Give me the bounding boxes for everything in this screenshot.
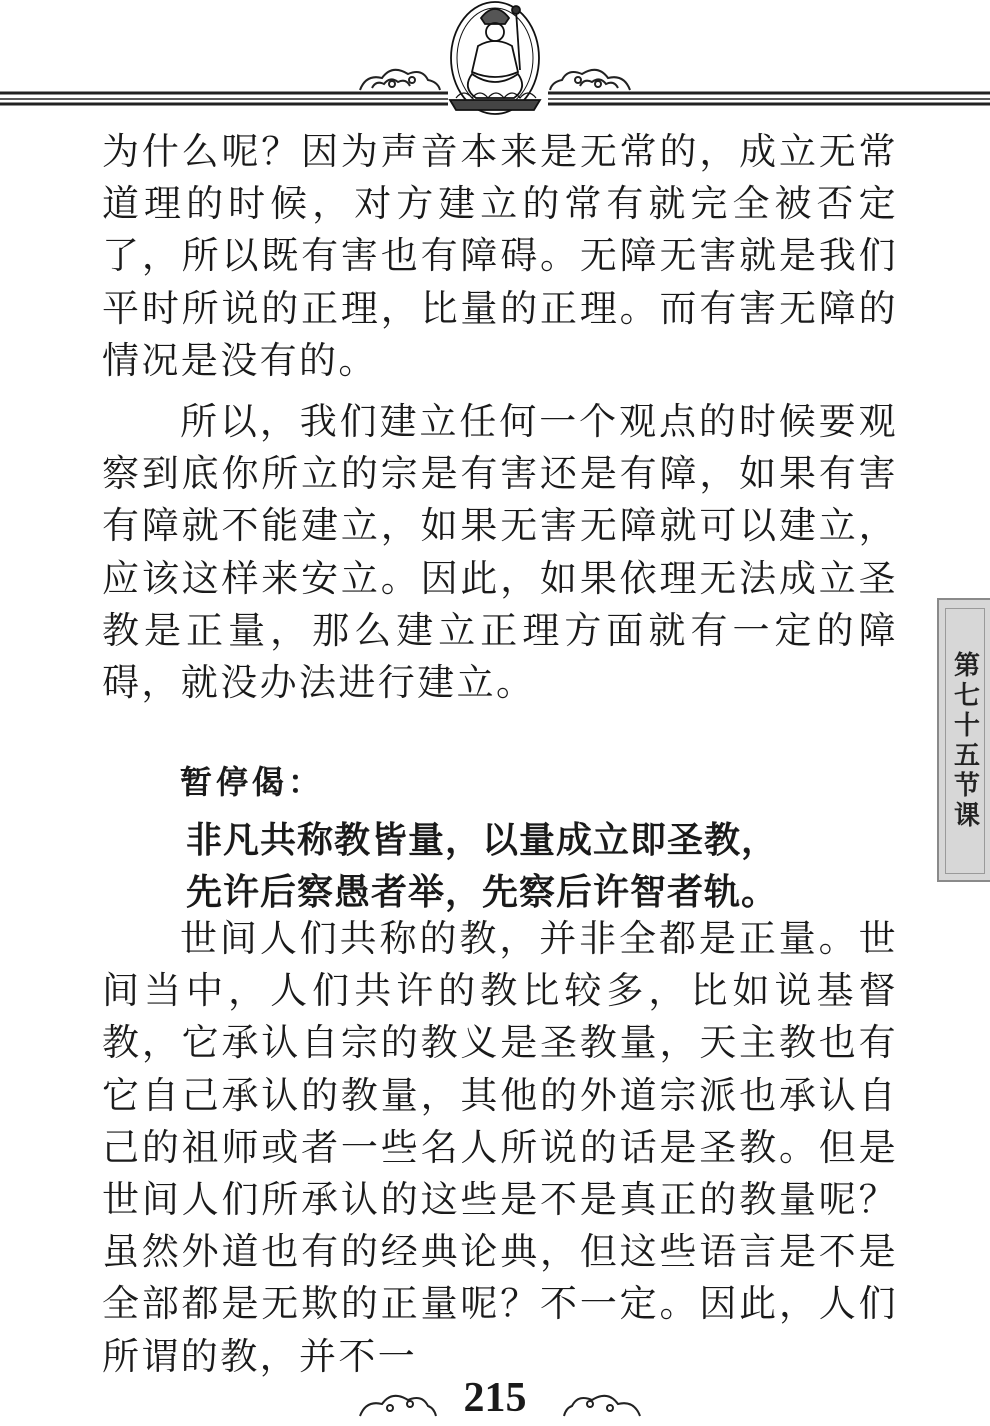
chapter-label: 第七十五节课 [949, 651, 980, 831]
bottom-text-block [102, 913, 898, 1383]
verse-line: 先许后察愚者举，先察后许智者轨。 [186, 872, 779, 913]
chapter-side-tab [937, 598, 990, 882]
right-cloud-scroll-icon [550, 70, 630, 90]
header-ornament [0, 0, 990, 118]
top-text-block [102, 126, 898, 709]
paragraph: 为什么呢？因为声音本来是无常的，成立无常道理的时候，对方建立的常有就完全被否定了，所以既有害也有障碍。无障无害就是我们平时所说的正理，比量的正理。而有害无障的情况是没有的。 [102, 130, 898, 382]
paragraph: 所以，我们建立任何一个观点的时候要观察到底你所立的宗是有害还是有障，如果有害有障就不能建立，如果无害无障就可以建立，应该这样来安立。因此，如果依理无法成立圣教是正量，那么建立正理方面就有一定的障碍，就没办法进行建立。 [102, 400, 898, 705]
left-cloud-scroll-icon [360, 70, 440, 90]
deity-figure-icon [450, 2, 540, 114]
paragraph: 世间人们共称的教，并非全都是正量。世间当中，人们共许的教比较多，比如说基督教，它承认自宗的教义是圣教量，天主教也有它自己承认的教量，其他的外道宗派也承认自己的祖师或者一些名人所说的话是圣教。但是世间人们所承认的这些是不是真正的教量呢？虽然外道也有的经典论典，但这些语言是不是全部都是无欺的正量呢？不一定。因此，人们所谓的教，并不一 [102, 917, 898, 1378]
verse-line: 非凡共称教皆量，以量成立即圣教， [186, 820, 779, 861]
verse-heading: 暂停偈： [180, 763, 325, 801]
page-number: 215 [463, 1375, 527, 1421]
chapter-side-tab-frame [945, 608, 985, 874]
